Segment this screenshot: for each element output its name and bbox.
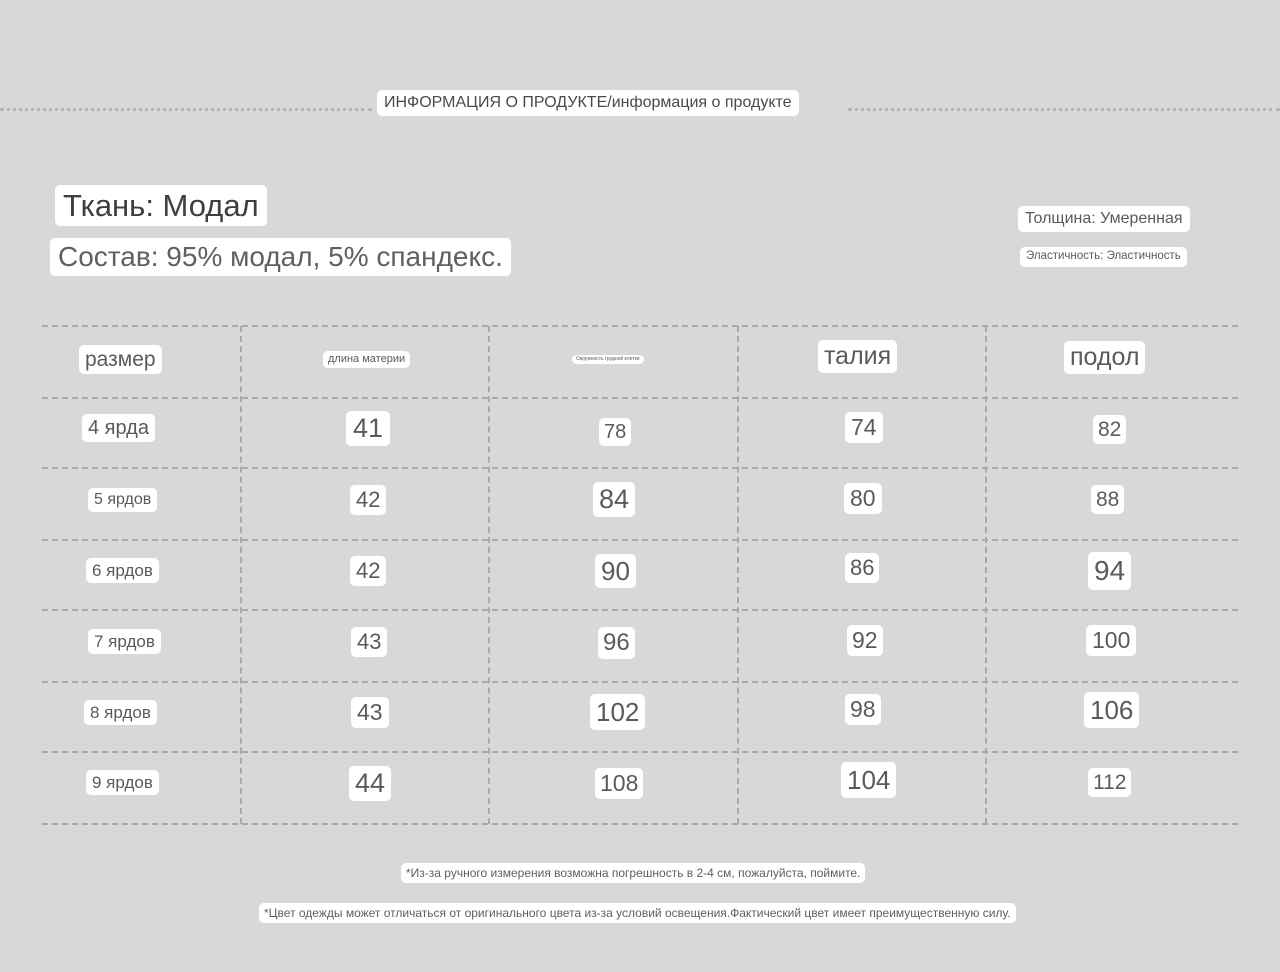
header-length: длина материи bbox=[323, 351, 410, 368]
hem-cell: 112 bbox=[1088, 768, 1131, 797]
table-column-rule bbox=[240, 326, 242, 824]
size-cell: 6 ярдов bbox=[86, 558, 159, 583]
table-column-rule bbox=[488, 326, 490, 824]
fabric-label: Ткань: Модал bbox=[55, 185, 267, 226]
hem-cell: 100 bbox=[1086, 625, 1136, 656]
chest-cell: 78 bbox=[599, 418, 631, 446]
size-cell: 9 ярдов bbox=[86, 770, 159, 795]
header-size: размер bbox=[79, 345, 162, 374]
chest-cell: 96 bbox=[598, 627, 635, 659]
waist-cell: 104 bbox=[841, 762, 896, 798]
composition-label: Состав: 95% модал, 5% спандекс. bbox=[50, 238, 511, 276]
header-hem: подол bbox=[1064, 341, 1145, 374]
waist-cell: 86 bbox=[845, 553, 879, 583]
hem-cell: 106 bbox=[1084, 692, 1139, 728]
chest-cell: 102 bbox=[590, 694, 645, 730]
length-cell: 42 bbox=[350, 485, 386, 515]
header-waist: талия bbox=[818, 340, 897, 373]
measurement-note: *Из-за ручного измерения возможна погрешность в 2-4 см, пожалуйста, поймите. bbox=[401, 863, 865, 883]
dotted-divider-left bbox=[0, 108, 372, 111]
section-title: ИНФОРМАЦИЯ О ПРОДУКТЕ/информация о продукте bbox=[377, 90, 799, 116]
hem-cell: 88 bbox=[1091, 485, 1124, 514]
size-cell: 7 ярдов bbox=[88, 629, 161, 654]
table-rule bbox=[42, 397, 1238, 399]
waist-cell: 74 bbox=[845, 412, 883, 443]
chest-cell: 108 bbox=[595, 768, 643, 799]
size-cell: 4 ярда bbox=[82, 414, 155, 442]
length-cell: 42 bbox=[350, 556, 386, 586]
length-cell: 41 bbox=[346, 411, 390, 446]
hem-cell: 82 bbox=[1093, 415, 1126, 444]
dotted-divider-right bbox=[848, 108, 1280, 111]
chest-cell: 84 bbox=[593, 482, 635, 517]
length-cell: 44 bbox=[349, 766, 391, 801]
table-rule bbox=[42, 823, 1238, 825]
header-chest: Окружность грудной клетки bbox=[572, 355, 644, 364]
thickness-label: Толщина: Умеренная bbox=[1018, 206, 1190, 232]
table-rule bbox=[42, 681, 1238, 683]
elasticity-label: Эластичность: Эластичность bbox=[1020, 247, 1187, 267]
chest-cell: 90 bbox=[595, 554, 636, 588]
waist-cell: 98 bbox=[845, 694, 881, 725]
table-rule bbox=[42, 609, 1238, 611]
table-rule bbox=[42, 467, 1238, 469]
table-rule bbox=[42, 751, 1238, 753]
table-rule bbox=[42, 325, 1238, 327]
length-cell: 43 bbox=[351, 697, 389, 728]
waist-cell: 80 bbox=[844, 483, 882, 514]
table-rule bbox=[42, 539, 1238, 541]
table-column-rule bbox=[985, 326, 987, 824]
waist-cell: 92 bbox=[847, 625, 883, 656]
length-cell: 43 bbox=[351, 627, 387, 657]
hem-cell: 94 bbox=[1088, 552, 1131, 590]
color-note: *Цвет одежды может отличаться от оригинального цвета из-за условий освещения.Фактический цвет имеет преимущественную силу. bbox=[259, 903, 1016, 923]
size-cell: 5 ярдов bbox=[88, 488, 157, 512]
table-column-rule bbox=[737, 326, 739, 824]
size-cell: 8 ярдов bbox=[84, 700, 157, 725]
